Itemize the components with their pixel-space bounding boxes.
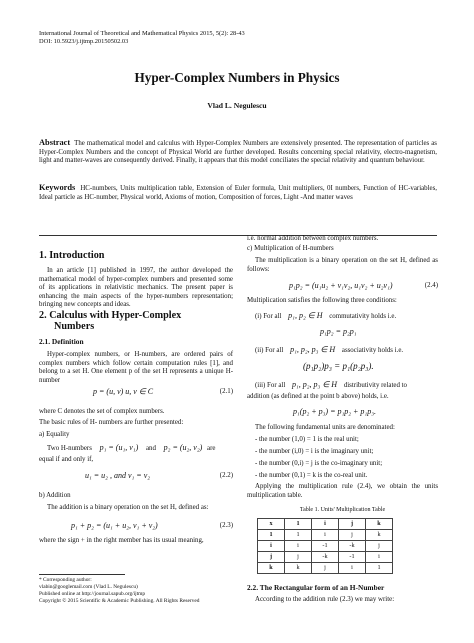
equality-text-1: Two H-numbers: [47, 445, 92, 452]
author-name: Vlad L. Negulescu: [207, 101, 267, 110]
table-cell: j: [339, 530, 366, 541]
intro-paragraph: In an article [1] published in 1997, the author developed the mathematical model of hyper-complex numbers and presented some of its applications in relativistic mechanics. The present paper is enhancing the main aspects of the hyper-numbers representation; bringing new concepts and ideas.: [39, 267, 233, 309]
condition-3-d: addition (as defined at the point b above) holds, i.e.: [247, 393, 389, 400]
table-cell: i: [285, 541, 312, 552]
basic-rules-text: The basic rules of H- numbers are further presented:: [39, 419, 184, 426]
addition-label: b) Addition: [39, 492, 71, 499]
table-cell: 1: [285, 530, 312, 541]
unit-co-real: - the number (0,1) = k is the co-real unit.: [255, 472, 368, 479]
table-cell: j: [258, 552, 285, 563]
definition-heading: 2.1. Definition: [39, 337, 84, 346]
equality-line: [47, 444, 233, 454]
table-row: [258, 563, 393, 574]
equality-label: a) Equality: [39, 431, 70, 438]
table-cell: 1: [366, 563, 393, 574]
condition-3-c: distributivity related to: [343, 382, 407, 389]
table-cell: 1: [258, 530, 285, 541]
equation-2-2-body: u₁ = u₂ , and v₁ = v₂: [85, 471, 151, 480]
equality-are: are: [207, 445, 216, 452]
unit-real: - the number (1,0) = 1 is the real unit;: [255, 436, 359, 443]
equation-2-1: [39, 388, 233, 400]
table-row: [258, 552, 393, 563]
unit-imaginary: - the number (i,0) = i is the imaginary unit;: [255, 448, 374, 455]
journal-citation: International Journal of Theoretical and Mathematical Physics 2015, 5(2): 28-43: [39, 30, 245, 37]
table-cell: k: [258, 563, 285, 574]
multiplication-paragraph: The multiplication is a binary operation on the set H, defined as follows:: [247, 257, 438, 273]
multiplication-conditions: Multiplication satisfies the following three conditions:: [247, 297, 397, 304]
condition-2-equation: (p₁p₂)p₃ = p₁(p₂p₃).: [303, 361, 374, 371]
table-cell: -k: [312, 552, 339, 563]
units-multiplication-table: [257, 518, 393, 574]
condition-2-c: associativity holds i.e.: [341, 347, 404, 354]
equation-2-2-number: (2.2): [219, 472, 233, 479]
paper-title: Hyper-Complex Numbers in Physics: [134, 70, 340, 85]
equation-2-4-body: p₁p₂ = (u₁u₂ + v₁v₂, u₁v₂ + u₂v₁): [289, 281, 393, 290]
table-cell: j: [285, 552, 312, 563]
table-cell: k: [285, 563, 312, 574]
footnote-published: Published online at http://journal.sapub.org/ijtmp: [39, 591, 146, 597]
applying-paragraph: Applying the multiplication rule (2.4), we obtain the units multiplication table.: [247, 483, 438, 499]
table-cell: -k: [339, 541, 366, 552]
equality-p2: p₂ = (u₂, v₂): [163, 443, 203, 452]
normal-addition-text: i.e. normal addition between complex numbers.: [247, 235, 379, 242]
condition-1-c: commutativity holds i.e.: [329, 313, 397, 320]
equation-2-4: [247, 282, 438, 294]
condition-1-a: (i) For all: [255, 313, 282, 320]
keywords-label: Keywords: [39, 183, 76, 192]
units-intro: The following fundamental units are denominated:: [255, 424, 395, 431]
equation-2-2: [39, 472, 233, 484]
condition-1: [255, 312, 438, 322]
equation-2-4-number: (2.4): [424, 282, 438, 289]
equality-text-2: equal if and only if,: [39, 456, 94, 463]
condition-2-a: (ii) For all: [255, 347, 284, 354]
equality-p1: p₁ = (u₁, v₁): [99, 443, 139, 452]
equation-2-3-body: p₁ + p₂ = (u₁ + u₂, v₁ + v₂): [71, 521, 158, 530]
rectangular-form-text: According to the addition rule (2.3) we may write:: [255, 596, 395, 603]
table-cell: i: [312, 530, 339, 541]
intro-heading: 1. Introduction: [39, 250, 105, 261]
table-cell: k: [366, 519, 393, 530]
unit-co-imaginary: - the number (0,i) = j is the co-imaginary unit;: [255, 460, 383, 467]
table-cell: j: [312, 563, 339, 574]
table-cell: -1: [339, 552, 366, 563]
multiplication-label: c) Multiplication of H-numbers: [247, 245, 334, 252]
abstract: [39, 139, 437, 166]
condition-3-a: (iii) For all: [255, 382, 286, 389]
abstract-text: The mathematical model and calculus with Hyper-Complex Numbers are extensively presented. The representation of particles as Hyper-Complex Numbers and the concept of Physical World are further developed. Results concerning special relativity, electro-magnetism, light and matter-waves are consequently derived. Finally, it appears that this model conciliates the special relativity and quantum behaviour.: [39, 140, 437, 165]
table-cell: x: [258, 519, 285, 530]
condition-3-b: p₁, p₂, p₃ ∈ H: [291, 380, 338, 389]
definition-paragraph: Hyper-complex numbers, or H-numbers, are ordered pairs of complex numbers which follow certain computation rules [1], and belong to a set H. One element p of the set H represents a unique H-number: [39, 351, 233, 384]
equation-2-1-number: (2.1): [219, 388, 233, 395]
condition-2-b: p₁, p₂, p₃ ∈ H: [290, 345, 336, 354]
abstract-label: Abstract: [39, 138, 71, 147]
table-cell: i: [258, 541, 285, 552]
condition-1-equation: p₁p₂ = p₂p₁: [320, 327, 357, 336]
table-cell: i: [339, 563, 366, 574]
table-cell: k: [366, 530, 393, 541]
condition-3-equation: p₁(p₂ + p₃) = p₁p₂ + p₁p₃.: [293, 407, 376, 416]
keywords-text: HC-numbers, Units multiplication table, Extension of Euler formula, Unit multipliers, 0I numbers, Function of HC-variables, Ideal particle as HC-number, Physical world, Axioms of motion, Composition of forces, Light -And matter waves: [39, 185, 437, 201]
table-cell: i: [366, 552, 393, 563]
rectangular-form-heading: 2.2. The Rectangular form of an H-Number: [247, 583, 385, 592]
footnote-divider: [39, 574, 125, 575]
doi: DOI: 10.5923/j.ijtmp.20150502.03: [39, 38, 129, 45]
table-row: [258, 541, 393, 552]
condition-1-b: p₁, p₂ ∈ H: [288, 311, 323, 320]
journal-header: [39, 30, 245, 46]
where-text: where C denotes the set of complex numbers.: [39, 408, 165, 415]
calculus-heading-line1: 2. Calculus with Hyper-Complex: [39, 310, 182, 321]
table-cell: j: [366, 541, 393, 552]
table-row: [258, 519, 393, 530]
addition-paragraph: The addition is a binary operation on the set H, defined as:: [47, 504, 209, 511]
table-row: [258, 530, 393, 541]
equality-and: and: [145, 445, 156, 452]
footnote-corresponding: * Corresponding author:: [39, 577, 92, 583]
calculus-heading: [39, 310, 181, 332]
equation-2-3: [39, 522, 233, 534]
footnote: [39, 577, 239, 605]
footnote-email: vlabin@googlemail.com (Vlad L. Negulescu): [39, 584, 138, 590]
condition-2: [255, 346, 438, 356]
equation-2-3-number: (2.3): [219, 522, 233, 529]
footnote-copyright: Copyright © 2015 Scientific & Academic Publishing. All Rights Reserved: [39, 598, 200, 604]
table-cell: 1: [285, 519, 312, 530]
table-cell: -1: [312, 541, 339, 552]
table-cell: i: [312, 519, 339, 530]
equation-2-1-body: p = (u, v) u, v ∈ C: [93, 387, 154, 396]
keywords: [39, 184, 437, 202]
condition-3: [255, 381, 438, 391]
calculus-heading-line2: Numbers: [54, 321, 95, 332]
table-caption: Table 1. Units' Multiplication Table: [299, 507, 386, 513]
addition-after-text: where the sign + in the right member has its usual meaning,: [39, 537, 204, 544]
table-cell: j: [339, 519, 366, 530]
